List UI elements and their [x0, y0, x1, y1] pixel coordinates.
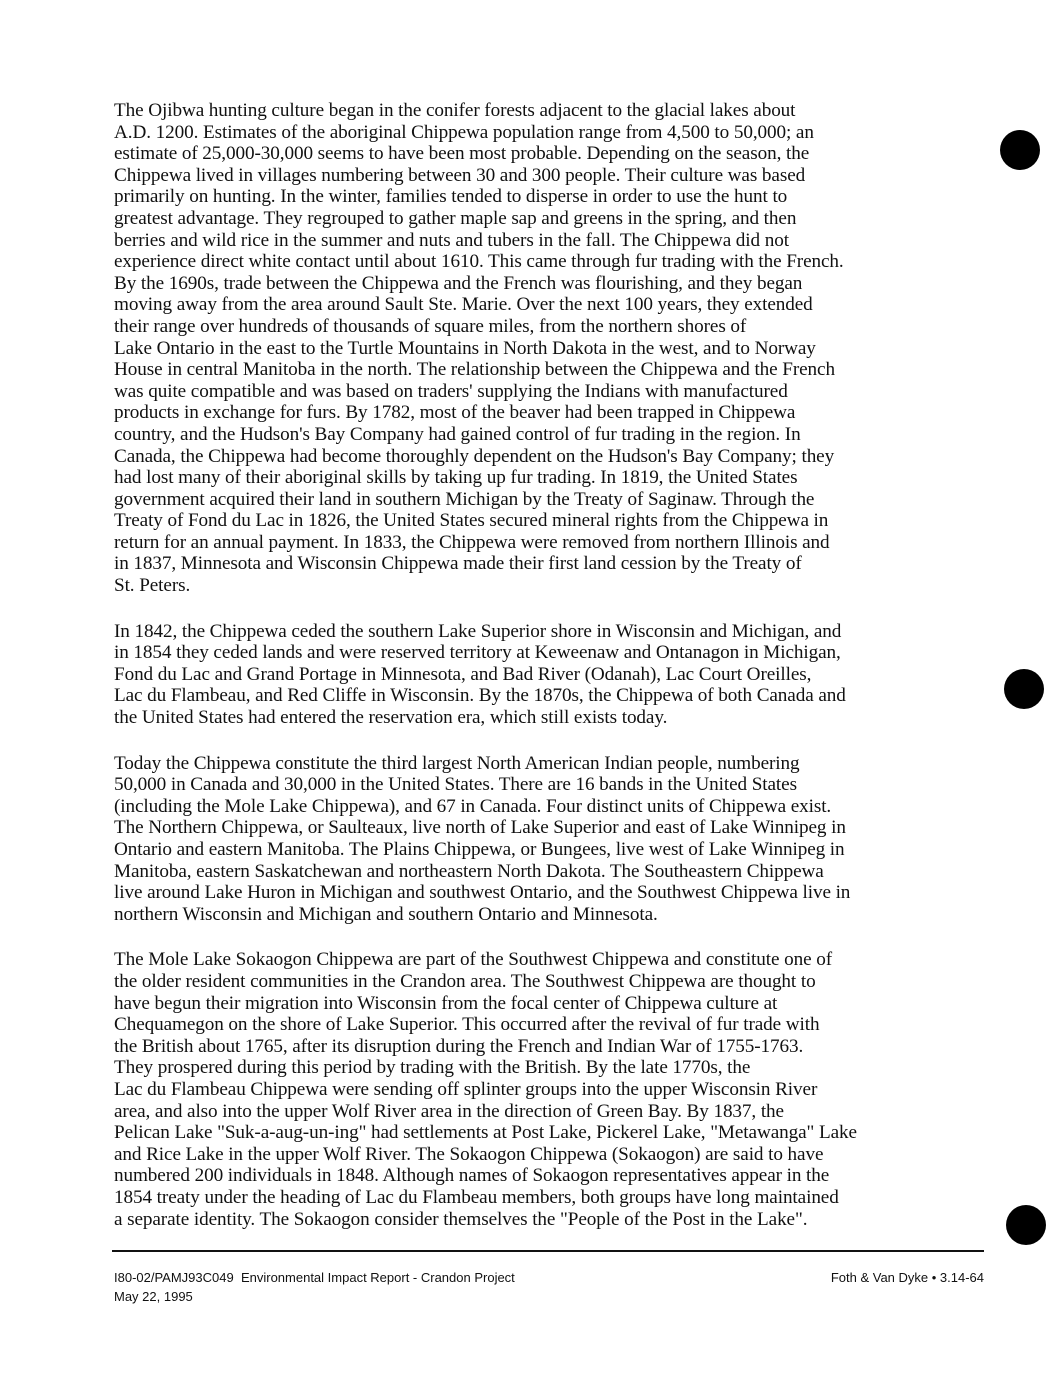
text-line: Today the Chippewa constitute the third largest North American Indian people, numbering: [114, 752, 800, 774]
paragraph: [114, 100, 954, 597]
footer-page-ref: Foth & Van Dyke • 3.14-64: [830, 1270, 984, 1285]
text-line: was quite compatible and was based on traders' supplying the Indians with manufactured: [114, 380, 788, 402]
text-line: Manitoba, eastern Saskatchewan and northeastern North Dakota. The Southeastern Chippewa: [114, 860, 824, 882]
footer-doc-title: Environmental Impact Report - Crandon Project: [240, 1270, 515, 1285]
text-line: and Rice Lake in the upper Wolf River. The Sokaogon Chippewa (Sokaogon) are said to have: [114, 1143, 824, 1165]
text-line: the British about 1765, after its disruption during the French and Indian War of 1755-1763.: [114, 1035, 804, 1057]
text-line: Treaty of Fond du Lac in 1826, the United States secured mineral rights from the Chippewa in: [114, 510, 829, 532]
text-line: Fond du Lac and Grand Portage in Minnesota, and Bad River (Odanah), Lac Court Oreilles,: [114, 663, 812, 685]
footer-doc-id: I80-02/PAMJ93C049: [114, 1270, 234, 1285]
text-line: in 1837, Minnesota and Wisconsin Chippewa made their first land cession by the Treaty of: [114, 553, 802, 575]
footer-left: [114, 1268, 714, 1306]
text-line: Ontario and eastern Manitoba. The Plains Chippewa, or Bungees, live west of Lake Winnipeg in: [114, 839, 845, 860]
text-line: A.D. 1200. Estimates of the aboriginal Chippewa population range from 4,500 to 50,000; an: [114, 121, 814, 143]
paragraph: [114, 753, 954, 926]
text-line: the United States had entered the reservation era, which still exists today.: [114, 707, 668, 729]
text-line: Chippewa lived in villages numbering between 30 and 300 people. Their culture was based: [114, 164, 806, 186]
text-line: country, and the Hudson's Bay Company had gained control of fur trading in the region. In: [114, 423, 801, 445]
text-line: House in central Manitoba in the north. The relationship between the Chippewa and the French: [114, 359, 835, 381]
body-text: [114, 100, 954, 1254]
text-line: the older resident communities in the Crandon area. The Southwest Chippewa are thought to: [114, 970, 816, 992]
text-line: area, and also into the upper Wolf River area in the direction of Green Bay. By 1837, the: [114, 1100, 784, 1122]
binder-hole-icon: [1006, 1205, 1046, 1245]
paragraph: [114, 621, 954, 729]
text-line: northern Wisconsin and Michigan and southern Ontario and Minnesota.: [114, 903, 658, 925]
text-line: (including the Mole Lake Chippewa), and 67 in Canada. Four distinct units of Chippewa exist.: [114, 795, 832, 817]
text-line: The Northern Chippewa, or Saulteaux, live north of Lake Superior and east of Lake Winnipeg in: [114, 817, 846, 839]
text-line: berries and wild rice in the summer and nuts and tubers in the fall. The Chippewa did not: [114, 229, 789, 251]
text-line: They prospered during this period by trading with the British. By the late 1770s, the: [114, 1057, 751, 1079]
text-line: In 1842, the Chippewa ceded the southern Lake Superior shore in Wisconsin and Michigan, and: [114, 620, 842, 642]
text-line: in 1854 they ceded lands and were reserved territory at Keweenaw and Ontanagon in Michigan,: [114, 642, 841, 664]
text-line: estimate of 25,000-30,000 seems to have been most probable. Depending on the season, the: [114, 143, 810, 165]
text-line: products in exchange for furs. By 1782, most of the beaver had been trapped in Chippewa: [114, 402, 796, 424]
text-line: have begun their migration into Wisconsin from the focal center of Chippewa culture at: [114, 992, 778, 1014]
text-line: The Mole Lake Sokaogon Chippewa are part of the Southwest Chippewa and constitute one of: [114, 949, 833, 971]
text-line: return for an annual payment. In 1833, the Chippewa were removed from northern Illinois and: [114, 531, 830, 553]
text-line: Lake Ontario in the east to the Turtle Mountains in North Dakota in the west, and to Norway: [114, 337, 816, 359]
text-line: Lac du Flambeau, and Red Cliffe in Wisconsin. By the 1870s, the Chippewa of both Canada and: [114, 685, 846, 707]
text-line: experience direct white contact until about 1610. This came through fur trading with the French.: [114, 251, 844, 273]
text-line: had lost many of their aboriginal skills by taking up fur trading. In 1819, the United States: [114, 467, 798, 489]
text-line: numbered 200 individuals in 1848. Although names of Sokaogon representatives appear in the: [114, 1165, 830, 1187]
text-line: Pelican Lake "Suk-a-aug-un-ing" had settlements at Post Lake, Pickerel Lake, "Metawanga" Lake: [114, 1122, 857, 1144]
text-line: live around Lake Huron in Michigan and southwest Ontario, and the Southwest Chippewa live in: [114, 882, 851, 904]
footer-date: May 22, 1995: [114, 1289, 193, 1304]
text-line: By the 1690s, trade between the Chippewa and the French was flourishing, and they began: [114, 272, 803, 294]
text-line: Chequamegon on the shore of Lake Superior. This occurred after the revival of fur trade with: [114, 1014, 820, 1036]
binder-hole-icon: [1004, 669, 1044, 709]
text-line: St. Peters.: [114, 575, 191, 597]
footer-divider: [112, 1250, 984, 1252]
text-line: a separate identity. The Sokaogon consider themselves the "People of the Post in the Lake".: [114, 1208, 808, 1230]
text-line: moving away from the area around Sault Ste. Marie. Over the next 100 years, they extended: [114, 294, 813, 316]
text-line: Canada, the Chippewa had become thoroughly dependent on the Hudson's Bay Company; they: [114, 445, 835, 467]
text-line: greatest advantage. They regrouped to gather maple sap and greens in the spring, and then: [114, 207, 797, 229]
text-line: 1854 treaty under the heading of Lac du Flambeau members, both groups have long maintained: [114, 1186, 839, 1208]
text-line: The Ojibwa hunting culture began in the conifer forests adjacent to the glacial lakes about: [114, 100, 796, 121]
text-line: government acquired their land in southern Michigan by the Treaty of Saginaw. Through the: [114, 488, 815, 510]
binder-hole-icon: [1000, 130, 1040, 170]
text-line: their range over hundreds of thousands of square miles, from the northern shores of: [114, 315, 747, 337]
text-line: Lac du Flambeau Chippewa were sending off splinter groups into the upper Wisconsin River: [114, 1078, 818, 1100]
paragraph: [114, 949, 954, 1230]
text-line: 50,000 in Canada and 30,000 in the United States. There are 16 bands in the United States: [114, 774, 797, 796]
footer-doc-line: [114, 1268, 714, 1287]
text-line: primarily on hunting. In the winter, families tended to disperse in order to use the hunt to: [114, 186, 788, 208]
